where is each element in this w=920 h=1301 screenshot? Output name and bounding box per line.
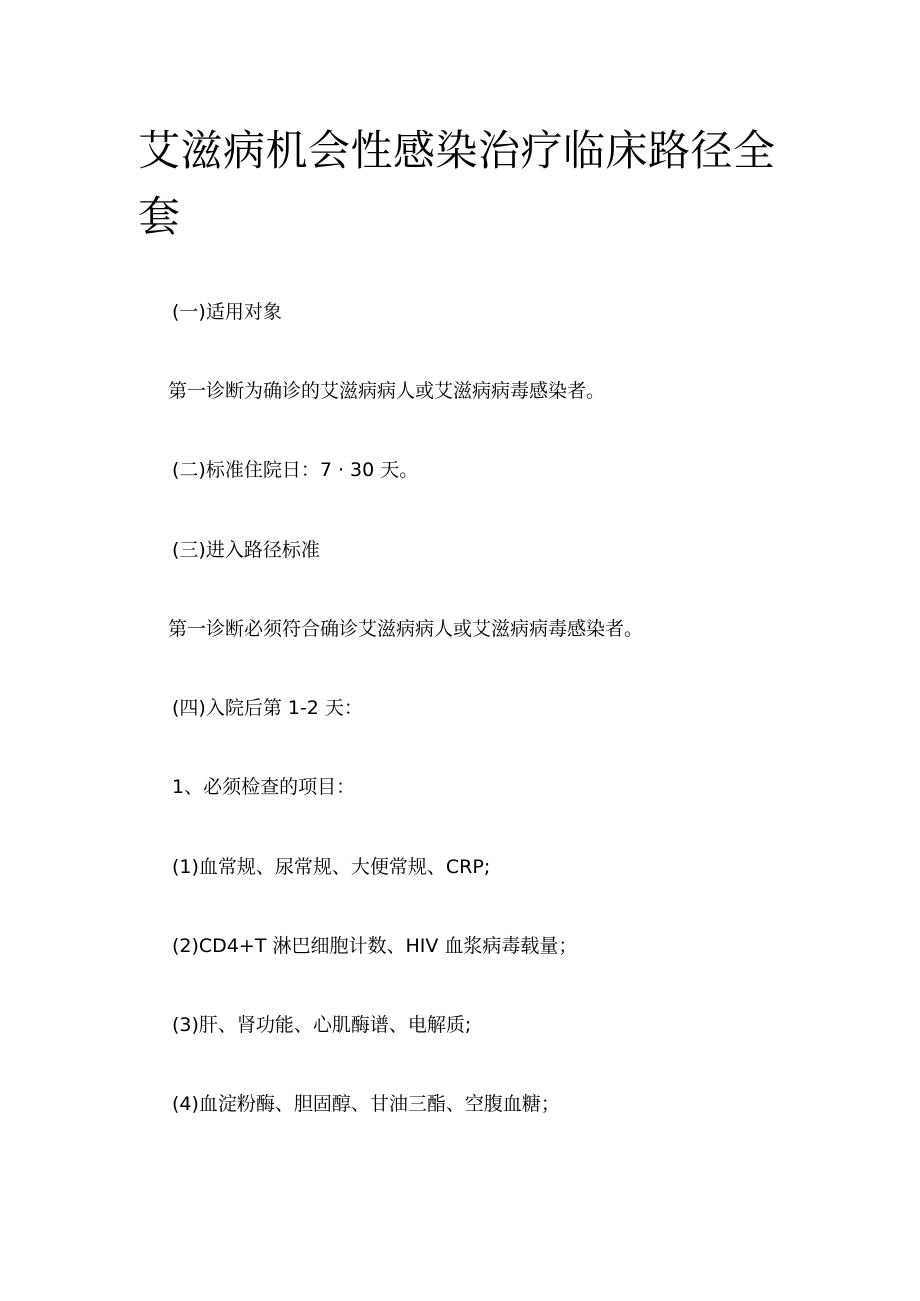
list-heading-required-tests: 1、必须检查的项目：: [172, 776, 356, 798]
section-heading-entry-criteria: (三)进入路径标准: [172, 539, 320, 561]
section-heading-applicable-subjects: (一)适用对象: [172, 301, 282, 323]
paragraph-entry-diagnosis: 第一诊断必须符合确诊艾滋病病人或艾滋病病毒感染者。: [168, 618, 644, 640]
section-heading-admission-days: (四)入院后第 1-2 天：: [172, 697, 363, 719]
list-item-amylase: (4)血淀粉酶、胆固醇、甘油三酯、空腹血糖；: [172, 1093, 560, 1115]
section-heading-standard-stay: (二)标准住院日：7 · 30 天。: [172, 459, 419, 481]
list-item-blood-routine: (1)血常规、尿常规、大便常规、CRP;: [172, 856, 491, 878]
list-item-liver-kidney: (3)肝、肾功能、心肌酶谱、电解质;: [172, 1014, 472, 1036]
document-title: 艾滋病机会性感染治疗临床路径全套: [138, 126, 776, 241]
list-item-cd4-count: (2)CD4+T 淋巴细胞计数、HIV 血浆病毒载量；: [172, 935, 578, 957]
paragraph-first-diagnosis: 第一诊断为确诊的艾滋病病人或艾滋病病毒感染者。: [168, 380, 606, 402]
